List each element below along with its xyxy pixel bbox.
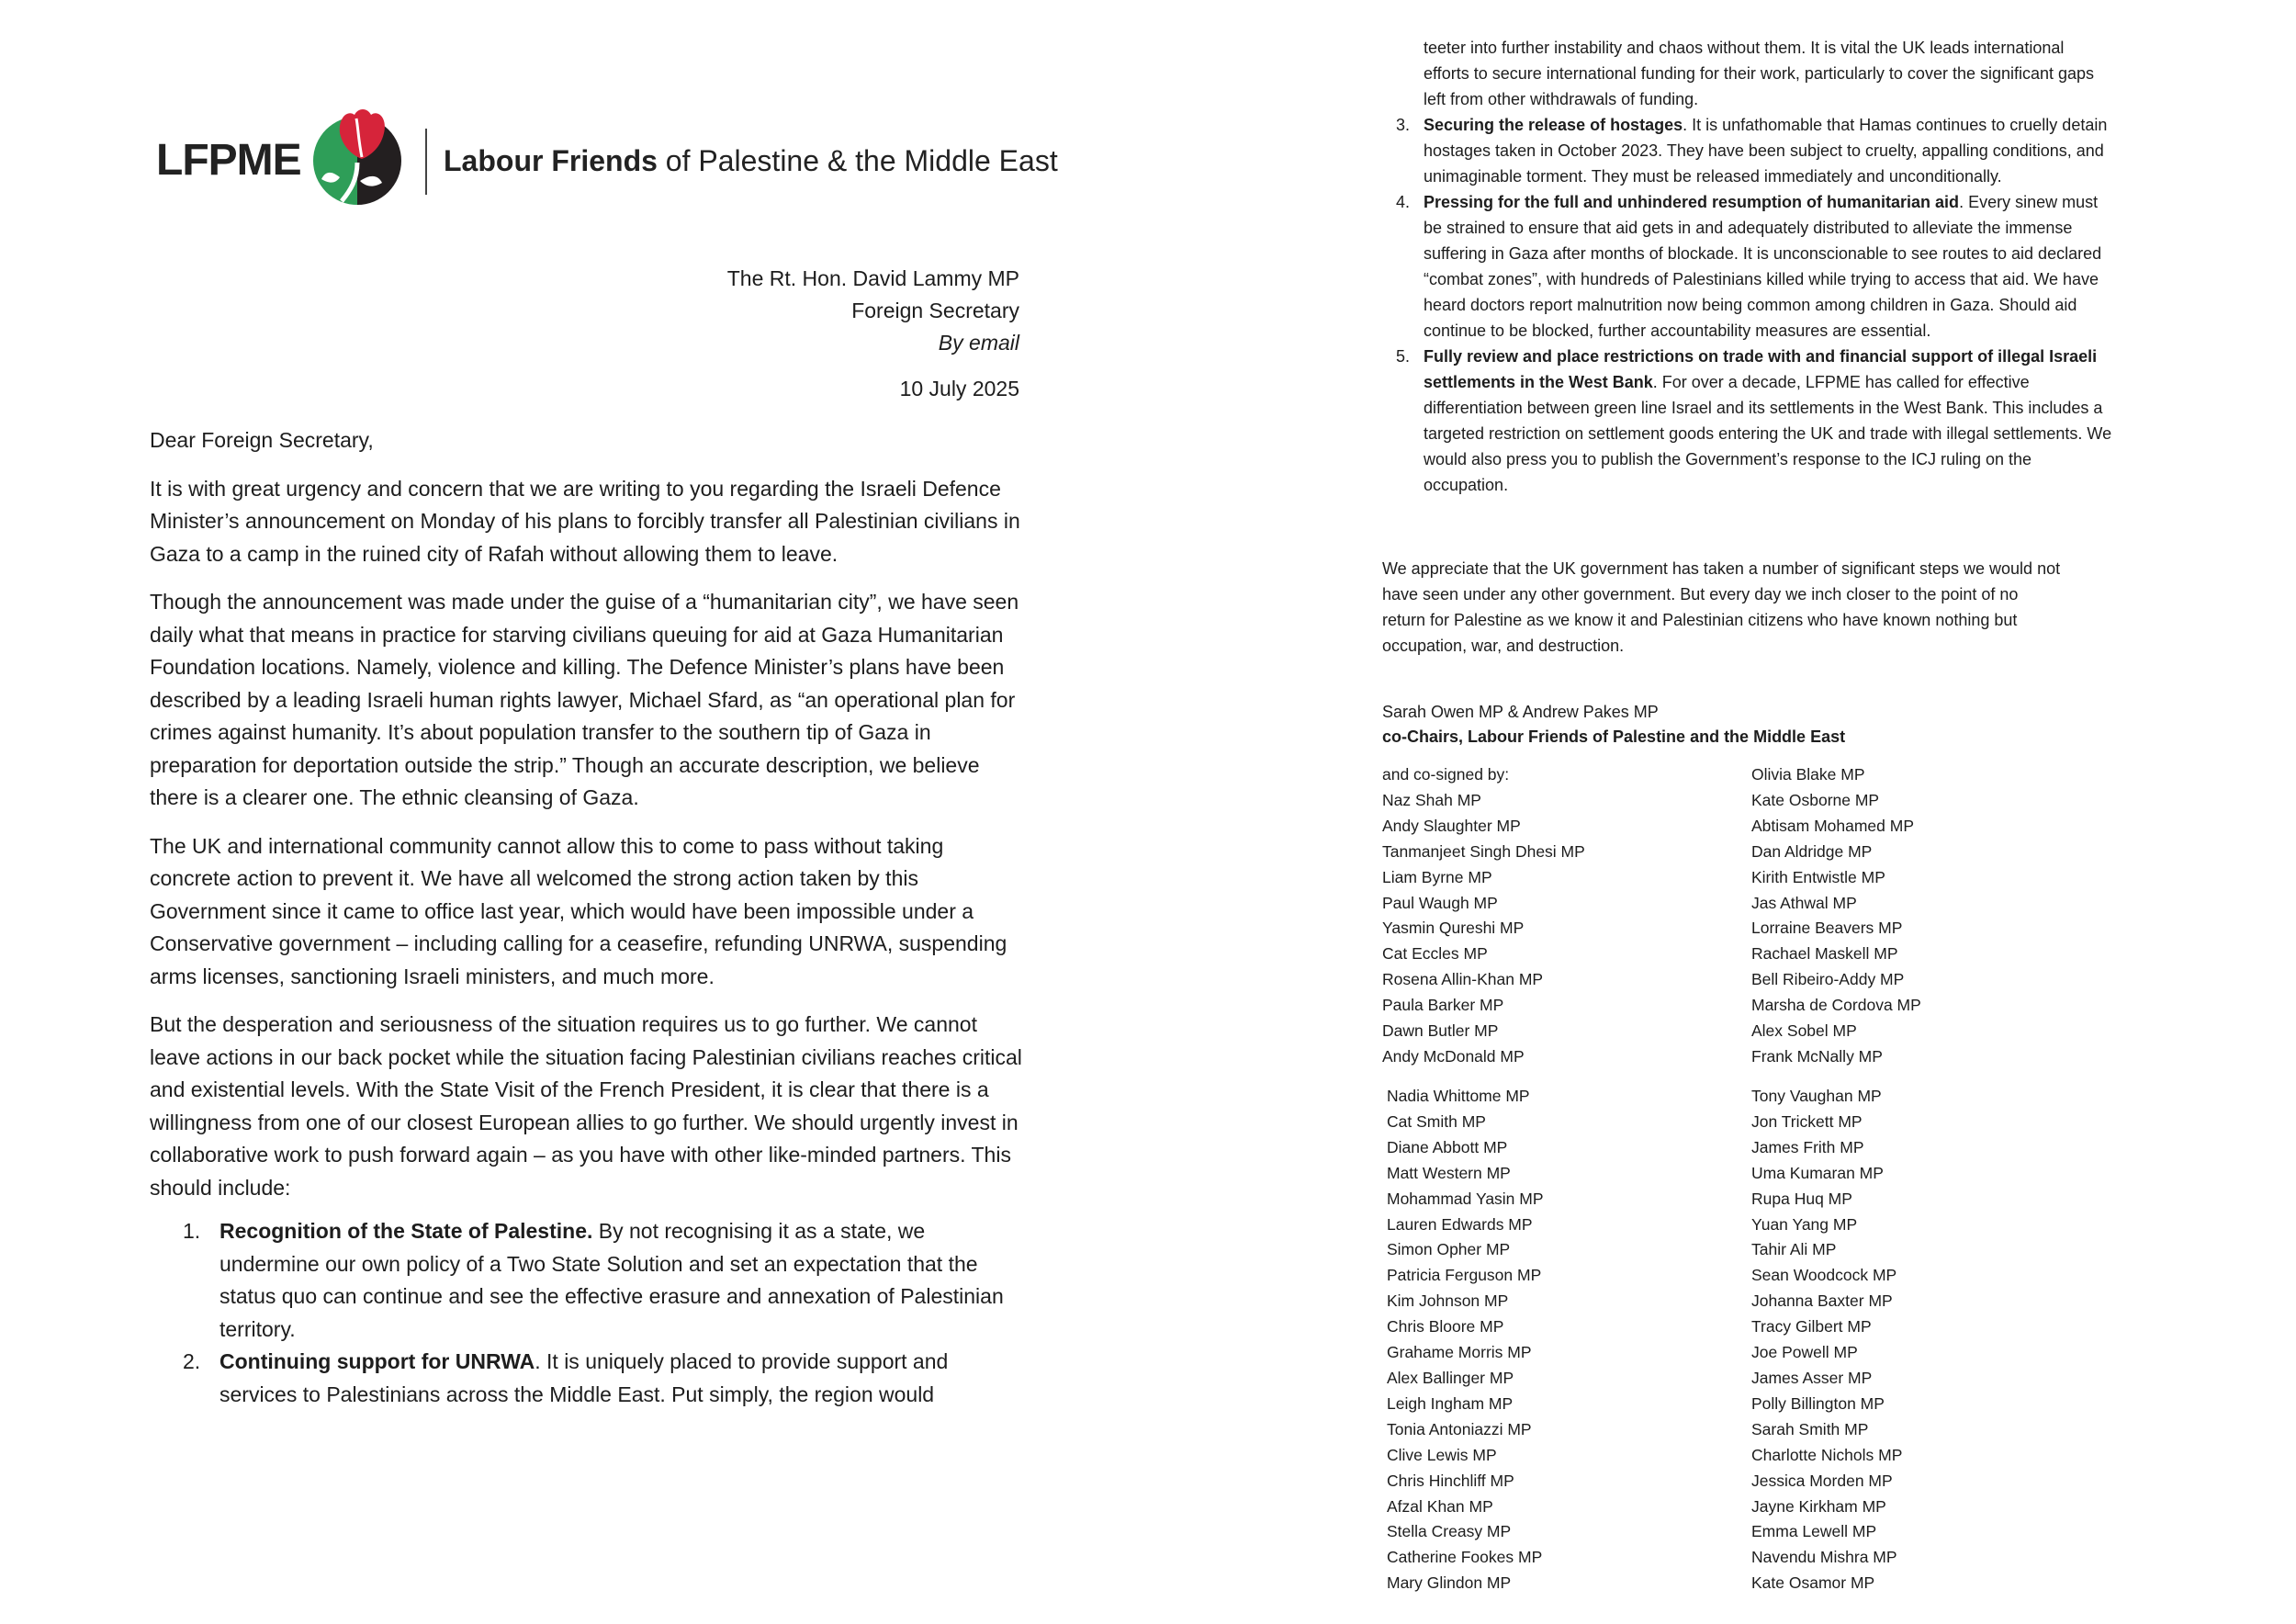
- signatory-name: Tanmanjeet Singh Dhesi MP: [1382, 841, 1585, 861]
- chairs-signature: [1382, 700, 1845, 750]
- signatory-name: Jas Athwal MP: [1751, 893, 1857, 912]
- paragraph: But the desperation and seriousness of the situation requires us to go further. We cannot leave actions in our back pocket while the situation facing Palestinian civilians reaches critical and existential levels. With the State Visit of the French President, it is clear that there is a willingness from one of our closest European allies to go further. We should urgently invest in collaborative work to push forward again – as you have with other like-minded partners. This should include:: [150, 1012, 1022, 1200]
- signatory-name: Kate Osborne MP: [1751, 790, 1880, 809]
- signatory-name: Rosena Allin-Khan MP: [1382, 970, 1544, 989]
- signatory-name: Paul Waugh MP: [1382, 893, 1498, 912]
- signatory-name: Andy Slaughter MP: [1382, 816, 1521, 835]
- signatory-name: Paula Barker MP: [1382, 996, 1504, 1015]
- signatory-name: Olivia Blake MP: [1751, 765, 1865, 784]
- paragraph: It is with great urgency and concern that we are writing to you regarding the Israeli Defence Minister’s announcement on Monday of his plans to forcibly transfer all Palestinian civilians in Gaza to a camp in the ruined city of Rafah without allowing them to leave.: [150, 476, 1020, 566]
- signatory-name: Lorraine Beavers MP: [1751, 919, 1903, 938]
- signatory-name: Kirith Entwistle MP: [1751, 867, 1885, 886]
- signatory-name: Simon Opher MP: [1387, 1240, 1511, 1259]
- signatory-name: Emma Lewell MP: [1751, 1522, 1877, 1541]
- signatory-name: Chris Hinchliff MP: [1387, 1471, 1514, 1490]
- signatory-name: Dan Aldridge MP: [1751, 841, 1873, 861]
- paragraph: The UK and international community cannot allow this to come to pass without taking concrete action to prevent it. We have all welcomed the strong action taken by this Government since it came to office last year, which would have been impossible under a Conservative government – including calling for a ceasefire, refunding UNRWA, suspending arms licenses, sanctioning Israeli ministers, and much more.: [150, 833, 1007, 988]
- signatory-name: Mohammad Yasin MP: [1387, 1189, 1544, 1208]
- signatory-name: Tony Vaughan MP: [1751, 1087, 1882, 1105]
- signatory-name: Mary Glindon MP: [1387, 1573, 1512, 1593]
- list-item: 2. Continuing support for UNRWA. It is uniquely placed to provide support and services to Palestinians across the Middle East. Put simply, the region would: [183, 1349, 949, 1406]
- continued-list: [1396, 35, 2112, 498]
- signatory-name: Johanna Baxter MP: [1751, 1291, 1893, 1311]
- signatory-name: Alex Ballinger MP: [1387, 1368, 1514, 1387]
- list-item-continuation: teeter into further instability and chaos without them. It is vital the UK leads international efforts to secure international funding for their work, particularly to cover the significant gaps left from other withdrawals of funding.: [1424, 39, 2095, 108]
- signatory-column: [1751, 762, 1921, 1070]
- poppy-logo-icon: [303, 106, 411, 214]
- signatory-name: Navendu Mishra MP: [1751, 1548, 1897, 1567]
- signatory-column: [1387, 1084, 1544, 1596]
- signatory-name: Marsha de Cordova MP: [1751, 996, 1921, 1015]
- signatory-name: Lauren Edwards MP: [1387, 1214, 1533, 1234]
- signatory-name: Nadia Whittome MP: [1387, 1087, 1530, 1105]
- signatory-name: Cat Smith MP: [1387, 1111, 1486, 1131]
- salutation: Dear Foreign Secretary,: [150, 428, 374, 452]
- signatory-name: Tracy Gilbert MP: [1751, 1317, 1872, 1336]
- signatory-name: Leigh Ingham MP: [1387, 1393, 1514, 1413]
- addressee-name: The Rt. Hon. David Lammy MP: [726, 266, 1019, 290]
- signatory-name: Joe Powell MP: [1751, 1343, 1858, 1362]
- signatory-name: Jayne Kirkham MP: [1751, 1496, 1886, 1516]
- signatory-name: Sarah Smith MP: [1751, 1419, 1869, 1438]
- organisation-name: Labour Friends of Palestine & the Middle East: [444, 144, 1058, 177]
- signatory-name: Diane Abbott MP: [1387, 1137, 1508, 1156]
- list-item: 1. Recognition of the State of Palestine. By not recognising it as a state, we undermine our own policy of a Two State Solution and set an expectation that the status quo can continue and see the effective erasure and annexation of Palestinian territory.: [183, 1219, 1004, 1341]
- list-item: 4. Pressing for the full and unhindered resumption of humanitarian aid. Every sinew must be strained to ensure that aid gets in and adequately distributed to alleviate the immense suffering in Gaza after months of blockade. It is unconscionable to see routes to aid declared “combat zones”, with hundreds of Palestinians killed while trying to access that aid. We have heard doctors report malnutrition now being common among children in Gaza. Should aid continue to be blocked, further accountability measures are essential.: [1396, 193, 2102, 340]
- signatory-name: Clive Lewis MP: [1387, 1445, 1497, 1464]
- closing-paragraph: We appreciate that the UK government has taken a number of significant steps we would not have seen under any other government. But every day we inch closer to the point of no return for Palestine as we know it and Palestinian citizens who have known nothing but occupation, war, and destruction.: [1382, 559, 2061, 655]
- signatory-name: Chris Bloore MP: [1387, 1317, 1504, 1336]
- signatory-name: Rachael Maskell MP: [1751, 944, 1898, 964]
- logo-wordmark: LFPME: [156, 136, 301, 185]
- chairs-names: Sarah Owen MP & Andrew Pakes MP: [1382, 703, 1659, 721]
- addressee-block: [727, 263, 1019, 359]
- signatory-name: Kim Johnson MP: [1387, 1291, 1509, 1311]
- signatory-name: Matt Western MP: [1387, 1163, 1511, 1182]
- signatory-name: Catherine Fookes MP: [1387, 1548, 1543, 1567]
- letter-date: 10 July 2025: [899, 377, 1019, 400]
- signatory-name: Abtisam Mohamed MP: [1751, 816, 1915, 835]
- signatory-name: Frank McNally MP: [1751, 1046, 1883, 1066]
- signatory-column: [1382, 762, 1585, 1070]
- signatory-name: Tonia Antoniazzi MP: [1387, 1419, 1532, 1438]
- signatory-name: Patricia Ferguson MP: [1387, 1266, 1542, 1285]
- signatory-name: Sean Woodcock MP: [1751, 1266, 1897, 1285]
- signatory-name: Rupa Huq MP: [1751, 1189, 1852, 1208]
- list-item: 5. Fully review and place restrictions on trade with and financial support of illegal Israeli settlements in the West Bank. For over a decade, LFPME has called for effective differentiation between green line Israel and its settlements in the West Bank. This includes a targeted restriction on settlement goods entering the UK and trade with illegal settlements. We would also press you to publish the Government’s response to the ICJ ruling on the occupation.: [1396, 347, 2112, 494]
- signatory-name: Kate Osamor MP: [1751, 1573, 1875, 1593]
- signatory-name: Cat Eccles MP: [1382, 944, 1488, 964]
- signatory-name: Andy McDonald MP: [1382, 1046, 1525, 1066]
- signatory-name: Tahir Ali MP: [1751, 1240, 1837, 1259]
- chairs-title: co-Chairs, Labour Friends of Palestine and the Middle East: [1382, 727, 1846, 746]
- logo-divider: [425, 129, 427, 195]
- signatory-name: Grahame Morris MP: [1387, 1343, 1532, 1362]
- letter-page-2: [1148, 0, 2296, 1624]
- signatory-name: Afzal Khan MP: [1387, 1496, 1493, 1516]
- signatory-name: Dawn Butler MP: [1382, 1021, 1499, 1041]
- list-item: 3. Securing the release of hostages. It is unfathomable that Hamas continues to cruelly detain hostages taken in October 2023. They have been subject to cruelty, appalling conditions, and unimaginable torment. They must be released immediately and unconditionally.: [1396, 116, 2108, 186]
- signatory-name: Liam Byrne MP: [1382, 867, 1492, 886]
- signatory-name: Uma Kumaran MP: [1751, 1163, 1884, 1182]
- signatory-name: Yuan Yang MP: [1751, 1214, 1858, 1234]
- signatory-name: Polly Billington MP: [1751, 1393, 1885, 1413]
- demands-list: [150, 1215, 1022, 1411]
- signatory-name: Charlotte Nichols MP: [1751, 1445, 1903, 1464]
- addressee-title: Foreign Secretary: [851, 299, 1019, 322]
- delivery-method: By email: [938, 331, 1019, 355]
- signatory-name: Stella Creasy MP: [1387, 1522, 1512, 1541]
- signatory-name: Alex Sobel MP: [1751, 1021, 1857, 1041]
- letter-body: [150, 424, 1022, 1411]
- signatory-column: [1751, 1084, 1902, 1596]
- letterhead: [156, 106, 1058, 216]
- signatory-name: Jon Trickett MP: [1751, 1111, 1863, 1131]
- signatory-name: Jessica Morden MP: [1751, 1471, 1893, 1490]
- signatory-name: Bell Ribeiro-Addy MP: [1751, 970, 1905, 989]
- signatory-name: James Frith MP: [1751, 1137, 1864, 1156]
- signatory-name: and co-signed by:: [1382, 765, 1510, 784]
- signatory-name: Naz Shah MP: [1382, 790, 1481, 809]
- signatory-name: Yasmin Qureshi MP: [1382, 919, 1525, 938]
- paragraph: Though the announcement was made under the guise of a “humanitarian city”, we have seen daily what that means in practice for starving civilians queuing for aid at Gaza Humanitarian Foundation locations. Namely, violence and killing. The Defence Minister’s plans have been described by a leading Israeli human rights lawyer, Michael Sfard, as “an operational plan for crimes against humanity. It’s about population transfer to the southern tip of Gaza in preparation for deportation outside the strip.” Though an accurate description, we believe there is a clearer one. The ethnic cleansing of Gaza.: [150, 590, 1019, 809]
- signatory-name: James Asser MP: [1751, 1368, 1873, 1387]
